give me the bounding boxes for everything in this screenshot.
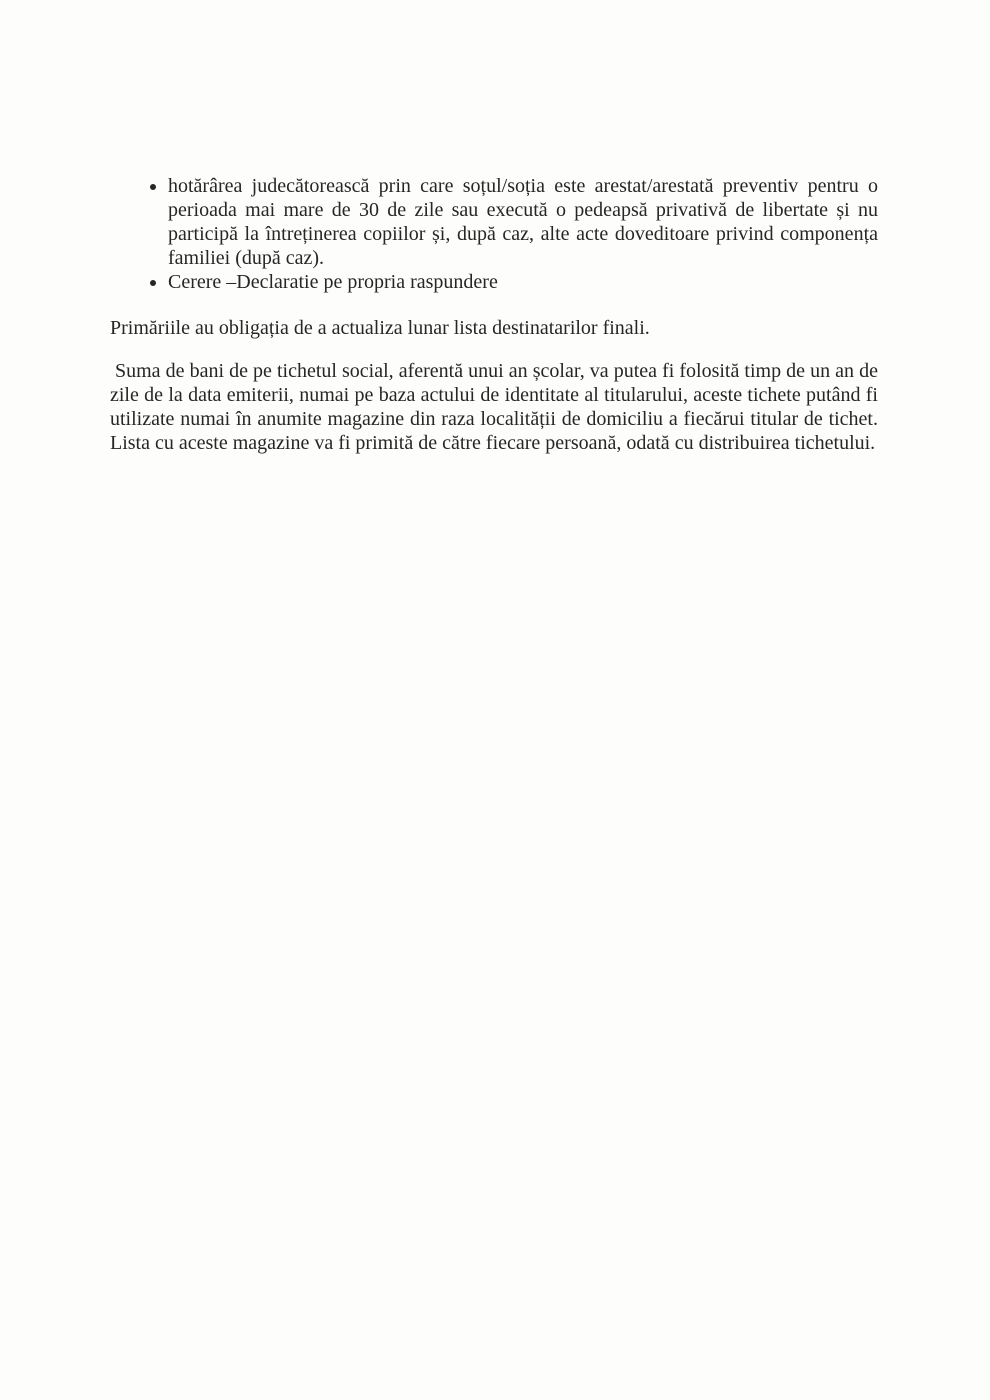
bullet-item-court-decision: • hotărârea judecătorească prin care soțul/soția este arestat/arestată preventiv pentru o perioada mai mare de 30 de zile sau execută o pedeapsă privativă de libertate și nu participă la întreținerea copiilor și, după caz, alte acte doveditoare privind componența familiei (după caz). (168, 174, 878, 270)
paragraph-municipalities-obligation: Primăriile au obligația de a actualiza lunar lista destinatarilor finali. (110, 317, 650, 339)
paragraph-social-ticket-usage: Suma de bani de pe tichetul social, aferentă unui an școlar, va putea fi folosită timp de un an de zile de la data emiterii, numai pe baza actului de identitate al titularului, aceste tichete putând fi utilizate numai în anumite magazine din raza localității de domiciliu a fiecărui titular de tichet. Lista cu aceste magazine va fi primită de către fiecare persoană, odată cu distribuirea tichetului. (110, 360, 878, 454)
bullet-item-request-declaration: • Cerere –Declaratie pe propria raspundere (168, 270, 878, 294)
document-content (110, 174, 878, 455)
bullet-list (110, 174, 878, 294)
